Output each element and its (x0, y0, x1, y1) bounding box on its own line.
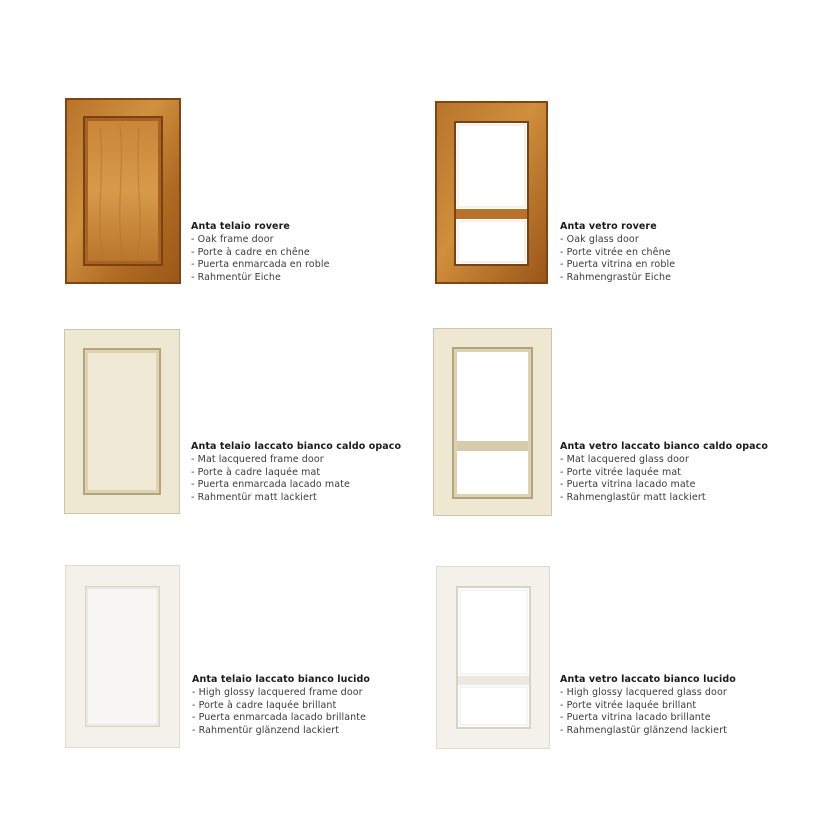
caption-line: - High glossy lacquered glass door (560, 686, 727, 698)
caption-line: - Puerta vitrina lacado mate (560, 479, 696, 491)
caption-glossy-lacquered-frame-door (192, 674, 370, 738)
caption-line: - High glossy lacquered frame door (192, 686, 363, 698)
caption-title: Anta vetro rovere (560, 221, 657, 232)
caption-mat-lacquered-frame-door (191, 441, 401, 505)
caption-line: - Mat lacquered glass door (560, 453, 689, 465)
glossy-lacquered-glass-door-image (436, 566, 550, 749)
glossy-lacquered-frame-door-image (65, 565, 180, 748)
caption-line: - Porte vitrée laquée mat (560, 466, 682, 478)
caption-line: - Puerta vitrina lacado brillante (560, 712, 711, 724)
caption-title: Anta telaio laccato bianco lucido (192, 674, 371, 685)
caption-title: Anta telaio laccato bianco caldo opaco (191, 441, 402, 452)
caption-line: - Rahmengrastür Eiche (560, 272, 672, 284)
caption-title: Anta vetro laccato bianco caldo opaco (560, 441, 769, 452)
caption-line: - Rahmenglastür glänzend lackiert (560, 725, 727, 737)
oak-glass-door-image (435, 101, 548, 284)
caption-line: - Rahmentür glänzend lackiert (192, 725, 340, 737)
caption-oak-glass-door (560, 221, 675, 285)
caption-line: - Rahmentür matt lackiert (191, 492, 317, 504)
caption-line: - Rahmenglastür matt lackiert (560, 492, 706, 504)
oak-frame-door-image (65, 98, 181, 284)
caption-oak-frame-door (191, 221, 330, 285)
caption-line: - Oak frame door (191, 233, 274, 245)
caption-line: - Porte à cadre laquée brillant (192, 699, 337, 711)
caption-line: - Porte à cadre en chêne (191, 246, 310, 258)
caption-line: - Porte à cadre laquée mat (191, 466, 321, 478)
mat-lacquered-glass-door-image (433, 328, 552, 516)
caption-line: - Porte vitrée laquée brillant (560, 699, 697, 711)
caption-title: Anta telaio rovere (191, 221, 290, 232)
caption-line: - Mat lacquered frame door (191, 453, 324, 465)
mat-lacquered-frame-door-image (64, 329, 180, 514)
caption-line: - Puerta enmarcada en roble (191, 259, 330, 271)
caption-mat-lacquered-glass-door (560, 441, 768, 505)
caption-line: - Puerta vitrina en roble (560, 259, 676, 271)
caption-line: - Oak glass door (560, 233, 639, 245)
caption-glossy-lacquered-glass-door (560, 674, 736, 738)
caption-line: - Puerta enmarcada lacado mate (191, 479, 350, 491)
caption-title: Anta vetro laccato bianco lucido (560, 674, 736, 685)
caption-line: - Puerta enmarcada lacado brillante (192, 712, 367, 724)
caption-line: - Rahmentür Eiche (191, 272, 281, 284)
caption-line: - Porte vitrée en chêne (560, 246, 671, 258)
